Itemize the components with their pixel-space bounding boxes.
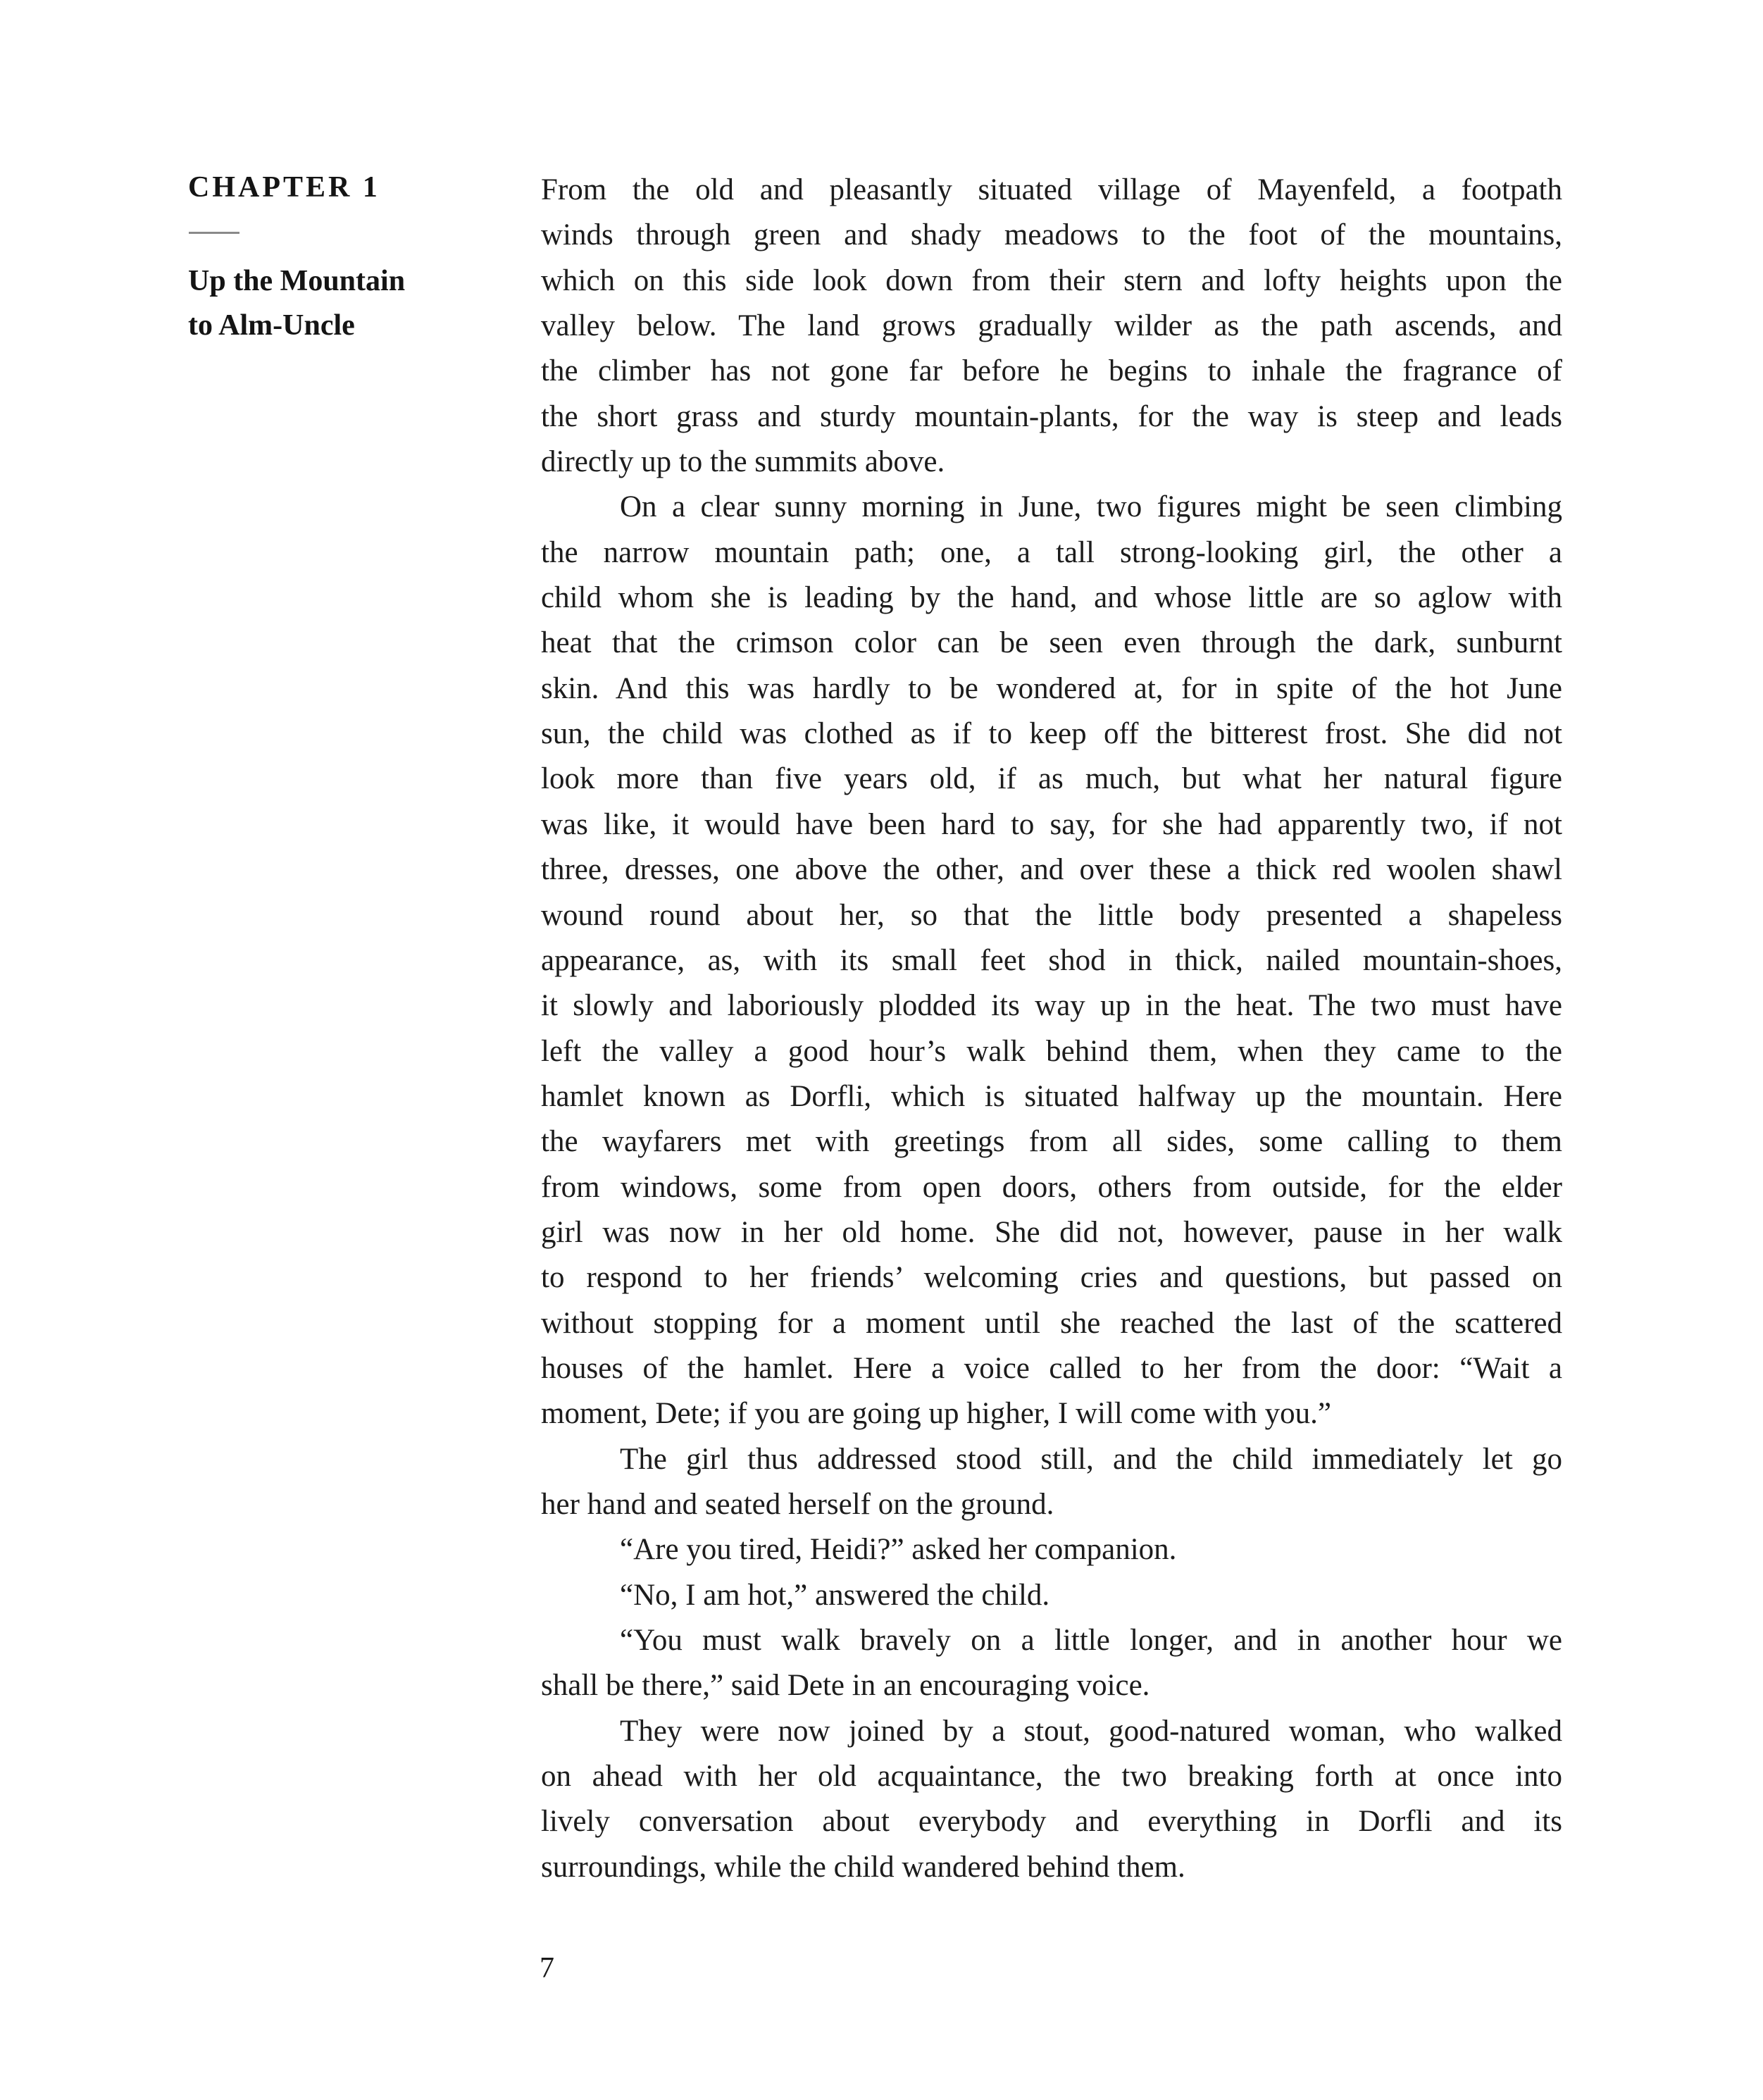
text-line: three, dresses, one above the other, and over these a thick red woolen shawl [541, 853, 1562, 887]
text-line: it slowly and laboriously plodded its way up in the heat. The two must have [541, 989, 1562, 1023]
text-line: surroundings, while the child wandered behind them. [541, 1850, 1185, 1884]
text-line: appearance, as, with its small feet shod in thick, nailed mountain-shoes, [541, 943, 1562, 977]
text-line: valley below. The land grows gradually wilder as the path ascends, and [541, 309, 1562, 343]
paragraph [541, 168, 1562, 485]
text-line: From the old and pleasantly situated village of Mayenfeld, a footpath [541, 173, 1562, 206]
text-line: They were now joined by a stout, good-natured woman, who walked [620, 1714, 1562, 1748]
text-line: to respond to her friends’ welcoming cries and questions, but passed on [541, 1261, 1562, 1295]
text-line: lively conversation about everybody and everything in Dorfli and its [541, 1805, 1562, 1839]
text-line: the wayfarers met with greetings from all sides, some calling to them [541, 1125, 1562, 1159]
text-line: left the valley a good hour’s walk behind them, when they came to the [541, 1034, 1562, 1068]
text-line: without stopping for a moment until she reached the last of the scattered [541, 1306, 1562, 1340]
text-line: heat that the crimson color can be seen even through the dark, sunburnt [541, 626, 1562, 660]
text-line: the climber has not gone far before he begins to inhale the fragrance of [541, 354, 1562, 388]
text-line: from windows, some from open doors, others from outside, for the elder [541, 1170, 1562, 1204]
text-line: child whom she is leading by the hand, and whose little are so aglow with [541, 581, 1562, 615]
paragraph [541, 485, 1562, 1436]
text-line: look more than five years old, if as much, but what her natural figure [541, 762, 1562, 796]
paragraph [541, 1618, 1562, 1709]
text-line: hamlet known as Dorfli, which is situated halfway up the mountain. Here [541, 1079, 1562, 1113]
text-line: “No, I am hot,” answered the child. [620, 1578, 1050, 1612]
text-line: moment, Dete; if you are going up higher, I will come with you.” [541, 1397, 1331, 1431]
chapter-divider-rule [189, 232, 239, 234]
paragraph [541, 1437, 1562, 1528]
text-line: sun, the child was clothed as if to keep off the bitterest frost. She did not [541, 717, 1562, 751]
chapter-title-line: to Alm-Uncle [188, 309, 355, 342]
text-line: the narrow mountain path; one, a tall strong-looking girl, the other a [541, 535, 1562, 569]
text-line: skin. And this was hardly to be wondered at, for in spite of the hot June [541, 671, 1562, 705]
text-line: On a clear sunny morning in June, two figures might be seen climbing [620, 490, 1562, 524]
text-line: “You must walk bravely on a little longer, and in another hour we [620, 1624, 1562, 1657]
text-line: shall be there,” said Dete in an encouraging voice. [541, 1669, 1150, 1703]
text-line: the short grass and sturdy mountain-plants, for the way is steep and leads [541, 399, 1562, 433]
paragraph [541, 1709, 1562, 1890]
paragraph [541, 1573, 1562, 1618]
text-line: her hand and seated herself on the ground. [541, 1487, 1054, 1521]
page-number: 7 [540, 1952, 554, 1984]
text-line: which on this side look down from their stern and lofty heights upon the [541, 263, 1562, 297]
text-line: houses of the hamlet. Here a voice called to her from the door: “Wait a [541, 1351, 1562, 1385]
chapter-body-text [541, 168, 1562, 1890]
text-line: winds through green and shady meadows to the foot of the mountains, [541, 218, 1562, 252]
text-line: wound round about her, so that the little body presented a shapeless [541, 898, 1562, 932]
text-line: The girl thus addressed stood still, and the child immediately let go [620, 1442, 1562, 1476]
text-line: “Are you tired, Heidi?” asked her companion. [620, 1533, 1177, 1567]
paragraph [541, 1527, 1562, 1572]
text-line: girl was now in her old home. She did not, however, pause in her walk [541, 1215, 1562, 1249]
text-line: on ahead with her old acquaintance, the two breaking forth at once into [541, 1760, 1562, 1794]
chapter-number: CHAPTER 1 [188, 171, 380, 204]
text-line: directly up to the summits above. [541, 445, 945, 479]
text-line: was like, it would have been hard to say, for she had apparently two, if not [541, 807, 1562, 841]
chapter-title [188, 259, 405, 348]
chapter-title-line: Up the Mountain [188, 265, 406, 297]
